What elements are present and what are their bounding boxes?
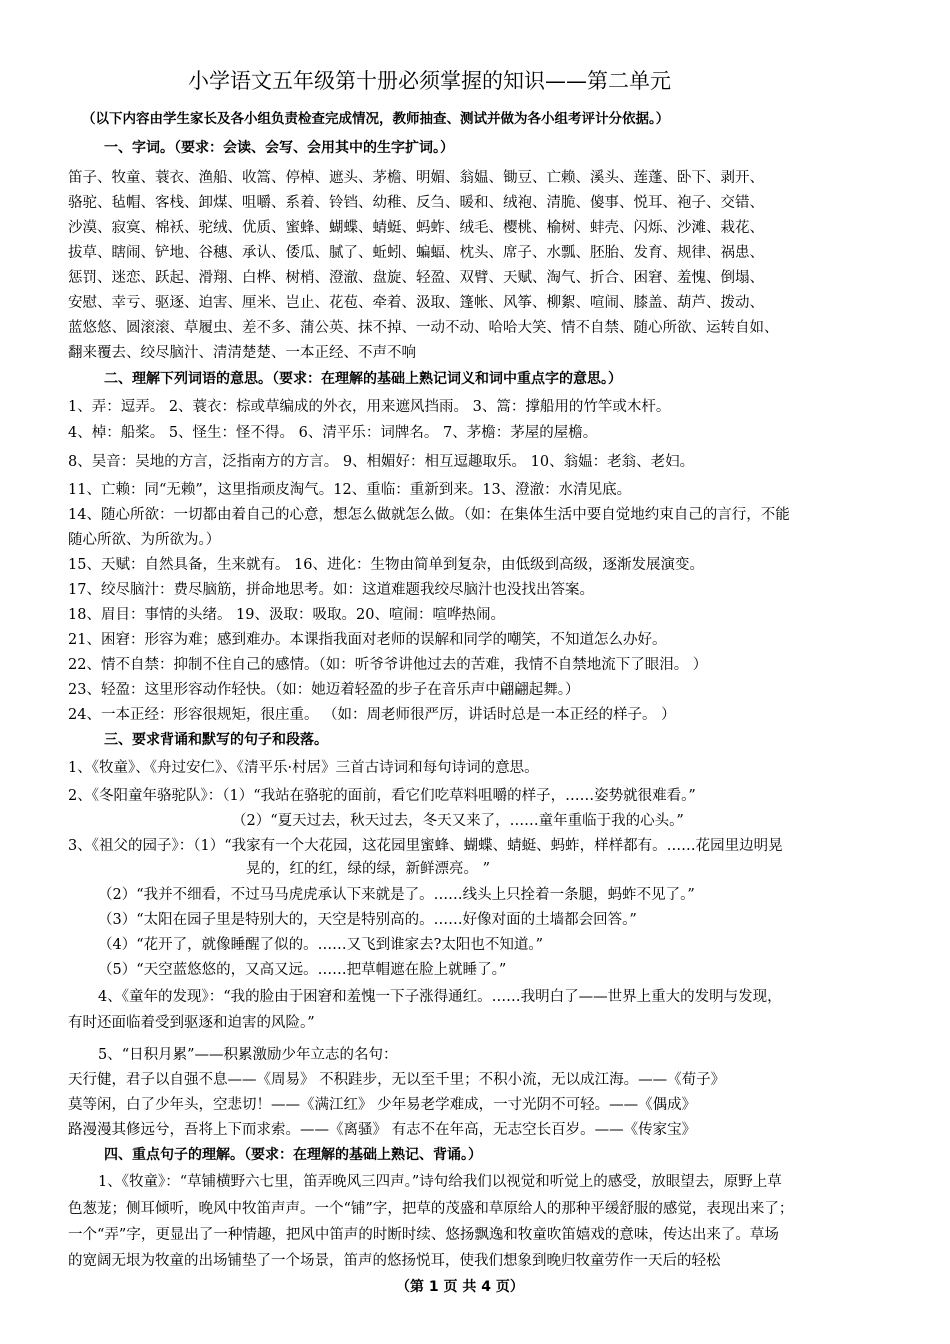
recitation-line: 1、《牧童》、《舟过安仁》、《清平乐·村居》三首古诗词和每句诗词的意思。 [68, 760, 539, 776]
vocab-line: 蓝悠悠、圆滚滚、草履虫、差不多、蒲公英、抹不掉、一动不动、哈哈大笑、情不自禁、随心所欲、运转自如、 [68, 320, 779, 336]
vocab-line: 沙漠、寂寞、棉袄、驼绒、优质、蜜蜂、蝴蝶、蜻蜓、蚂蚱、绒毛、樱桃、榆树、蚌壳、闪烁、沙滩、栽花、 [68, 220, 764, 236]
definition-line: 随心所欲、为所欲为。） [68, 532, 221, 548]
instruction-note: （以下内容由学生家长及各小组负责检查完成情况，教师抽查、测试并做为各小组考评计分依据。） [82, 111, 670, 127]
definition-line: 18、眉目：事情的头绪。 19、汲取：吸取。20、喧闹：喧哗热闹。 [68, 607, 505, 623]
vocab-line: 翻来覆去、绞尽脑汁、清清楚楚、一本正经、不声不响 [68, 345, 416, 361]
recitation-line: （3）“太阳在园子里是特别大的，天空是特别高的。……好像对面的土墙都会回答。” [98, 912, 637, 928]
recitation-line: （4）“花开了，就像睡醒了似的。……又飞到谁家去?太阳也不知道。” [98, 937, 544, 953]
paragraph-line: 1、《牧童》：“草铺横野六七里，笛弄晚风三四声。”诗句给我们以视觉和听觉上的感受，放眼望去，原野上草 [98, 1174, 782, 1190]
recitation-line: （5）“天空蓝悠悠的，又高又远。……把草帽遮在脸上就睡了。” [98, 962, 507, 978]
vocab-line: 拔草、瞎闹、铲地、谷穗、承认、倭瓜、腻了、蚯蚓、蝙蝠、枕头、席子、水瓢、胚胎、发育、规律、祸患、 [68, 245, 764, 261]
definition-line: 1、弄：逗弄。 2、蓑衣：棕或草编成的外衣，用来遮风挡雨。 3、篙：撑船用的竹竿或木杆。 [68, 399, 671, 415]
paragraph-line: 的宽阔无垠为牧童的出场铺垫了一个场景，笛声的悠扬悦耳，使我们想象到晚归牧童劳作一天后的轻松 [68, 1253, 721, 1269]
recitation-line: 有时还面临着受到驱逐和迫害的风险。” [68, 1015, 315, 1031]
definition-line: 15、天赋：自然具备，生来就有。 16、进化：生物由简单到复杂，由低级到高级，逐渐发展演变。 [68, 557, 705, 573]
paragraph-line: 色葱茏；侧耳倾听，晚风中牧笛声声。一个“铺”字，把草的茂盛和草原给人的那种平缓舒服的感觉，表现出来了； [68, 1201, 794, 1217]
definition-line: 14、随心所欲：一切都由着自己的心意，想怎么做就怎么做。（如：在集体生活中要自觉地约束自己的言行，不能 [68, 507, 790, 523]
quote-line: 路漫漫其修远兮，吾将上下而求索。——《离骚》 有志不在年高，无志空长百岁。——《传家宝》 [68, 1122, 697, 1138]
vocab-line: 骆驼、毡帽、客栈、卸煤、咀嚼、系着、铃铛、幼稚、反刍、暖和、绒袍、清脆、傻事、悦耳、袍子、交错、 [68, 195, 764, 211]
section-1-heading: 一、字词。（要求：会读、会写、会用其中的生字扩词。） [104, 140, 454, 156]
vocab-line: 惩罚、迷恋、跃起、滑翔、白桦、树梢、澄澈、盘旋、轻盈、双臂、天赋、淘气、折合、困窘、羞愧、倒塌、 [68, 270, 764, 286]
section-4-heading: 四、重点句子的理解。（要求：在理解的基础上熟记、背诵。） [104, 1147, 482, 1163]
recitation-line: 2、《冬阳童年骆驼队》：（1）“我站在骆驼的面前，看它们吃草料咀嚼的样子，……姿势就很难看。” [68, 788, 696, 804]
definition-line: 17、绞尽脑汁：费尽脑筋，拼命地思考。如：这道难题我绞尽脑汁也没找出答案。 [68, 582, 594, 598]
recitation-line: （2）“我并不细看，不过马马虎虎承认下来就是了。……线头上只拴着一条腿，蚂蚱不见了。” [98, 887, 695, 903]
recitation-line: 5、“日积月累”——积累激励少年立志的名句： [98, 1047, 398, 1063]
vocab-line: 安慰、幸亏、驱逐、迫害、厘米、岂止、花苞、牵着、汲取、篷帐、风筝、柳絮、喧闹、膝盖、葫芦、拨动、 [68, 295, 764, 311]
definition-line: 11、亡赖：同“无赖”，这里指顽皮淘气。12、重临：重新到来。13、澄澈：水清见底。 [68, 482, 632, 498]
section-2-heading: 二、理解下列词语的意思。（要求：在理解的基础上熟记词义和词中重点字的意思。） [104, 371, 622, 387]
definition-line: 24、一本正经：形容很规矩，很庄重。 （如：周老师很严厉，讲话时总是一本正经的样子。 ） [68, 707, 676, 723]
recitation-line: 3、《祖父的园子》：（1）“我家有一个大花园，这花园里蜜蜂、蝴蝶、蜻蜓、蚂蚱，样样都有。……花园里边明晃 [68, 838, 783, 854]
section-3-heading: 三、要求背诵和默写的句子和段落。 [104, 732, 328, 748]
document-title: 小学语文五年级第十册必须掌握的知识——第二单元 [188, 69, 671, 93]
recitation-line: 4、《童年的发现》：“我的脸由于困窘和羞愧一下子涨得通红。……我明白了——世界上重大的发明与发现， [98, 989, 782, 1005]
vocab-line: 笛子、牧童、蓑衣、渔船、收篙、停棹、遮头、茅檐、明媚、翁媪、锄豆、亡赖、溪头、莲蓬、卧下、剥开、 [68, 170, 764, 186]
paragraph-line: 一个“弄”字，更显出了一种情趣，把风中笛声的时断时续、悠扬飘逸和牧童吹笛嬉戏的意味，传达出来了。草场 [68, 1227, 779, 1243]
recitation-line: 晃的，红的红，绿的绿，新鲜漂亮。 ” [246, 861, 491, 877]
definition-line: 4、棹：船桨。 5、怪生：怪不得。 6、清平乐：词牌名。 7、茅檐：茅屋的屋檐。 [68, 425, 598, 441]
definition-line: 21、困窘：形容为难；感到难办。本课指我面对老师的误解和同学的嘲笑，不知道怎么办好。 [68, 632, 667, 648]
definition-line: 23、轻盈：这里形容动作轻快。（如：她迈着轻盈的步子在音乐声中翩翩起舞。） [68, 682, 580, 698]
definition-line: 22、情不自禁：抑制不住自己的感情。（如：听爷爷讲他过去的苦难，我情不自禁地流下了眼泪。 ） [68, 657, 708, 673]
page-footer: （第 1 页 共 4 页） [396, 1279, 524, 1295]
definition-line: 8、吴音：吴地的方言，泛指南方的方言。 9、相媚好：相互逗趣取乐。 10、翁媪：老翁、老妇。 [68, 454, 695, 470]
recitation-line: （2）“夏天过去，秋天过去，冬天又来了，……童年重临于我的心头。” [232, 813, 684, 829]
quote-line: 莫等闲，白了少年头，空悲切！——《满江红》 少年易老学难成，一寸光阴不可轻。——《偶成》 [68, 1097, 697, 1113]
quote-line: 天行健，君子以自强不息——《周易》 不积跬步，无以至千里；不积小流，无以成江海。——《荀子》 [68, 1072, 726, 1088]
